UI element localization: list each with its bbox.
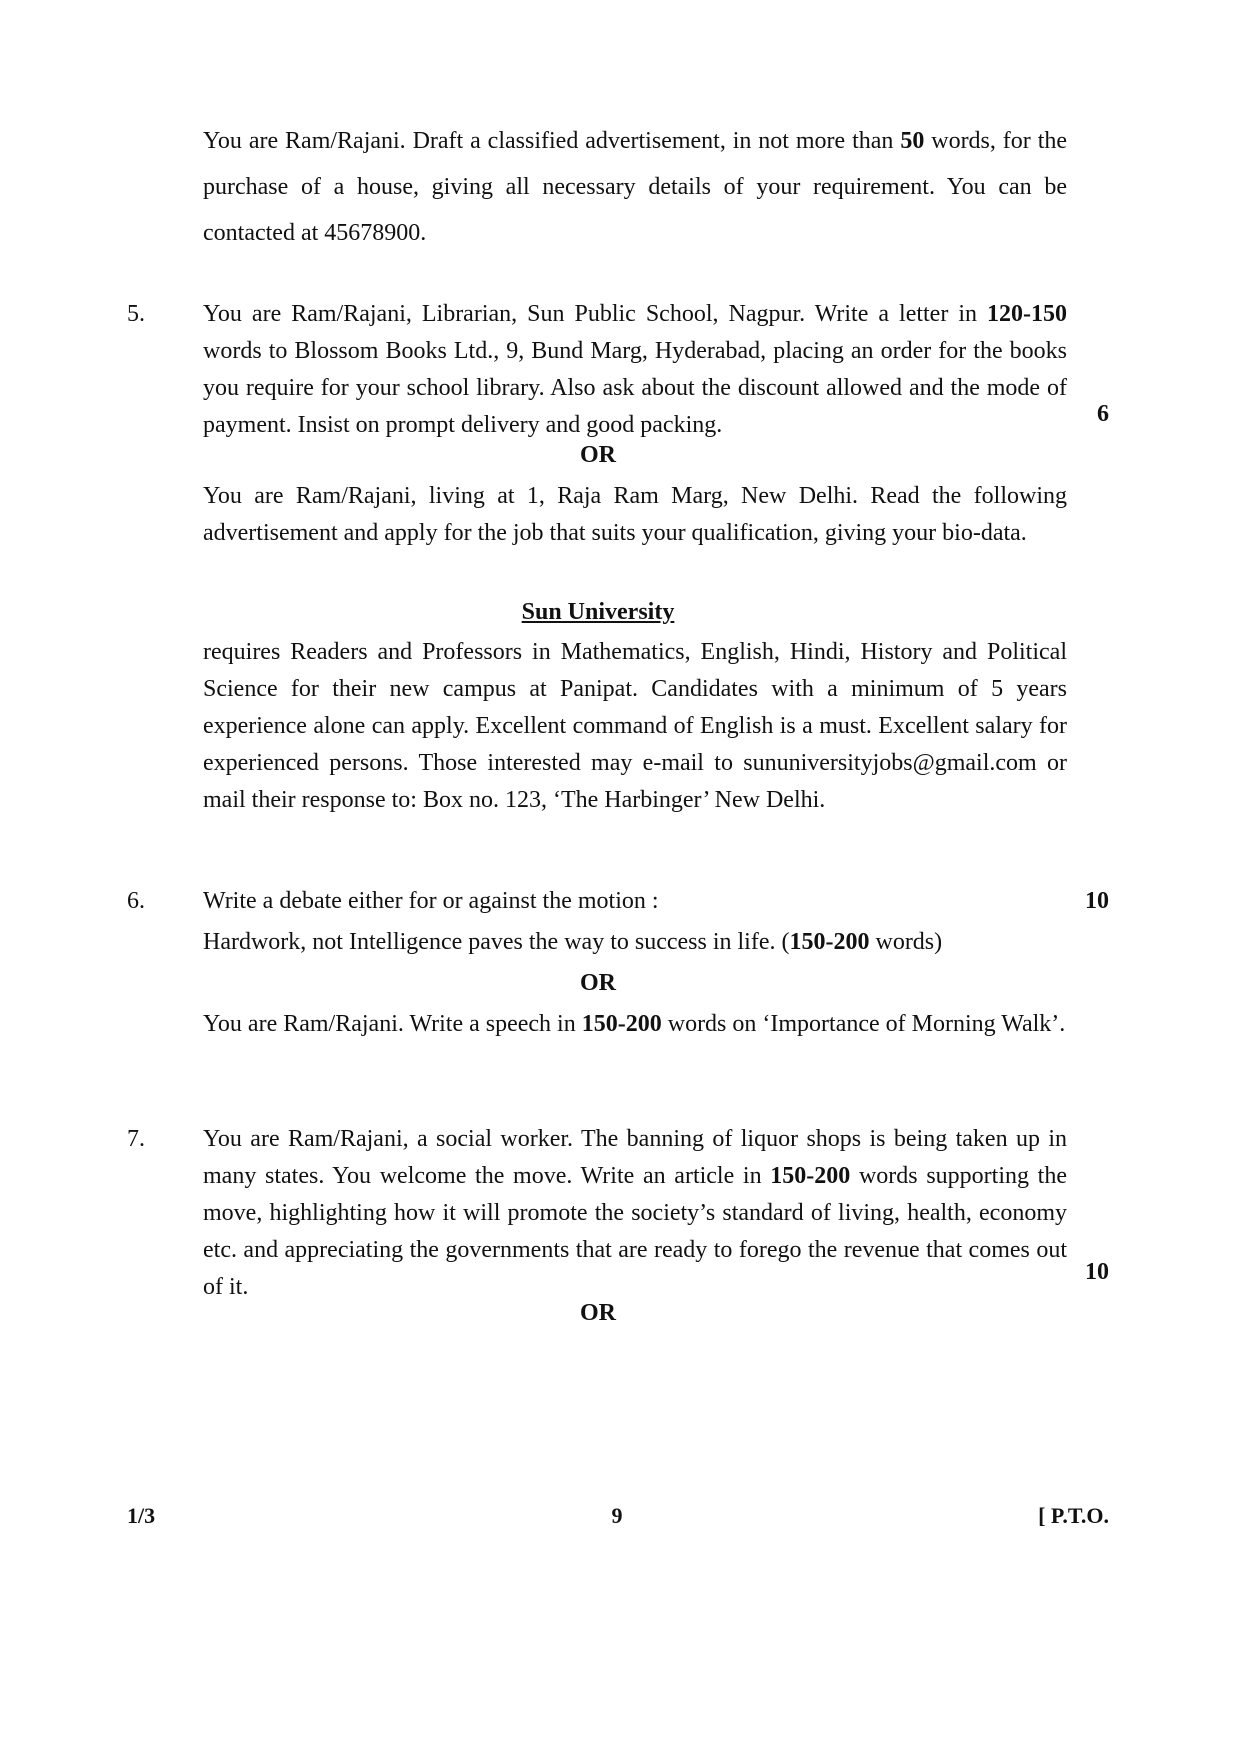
q6-motion-text-end: words) [869, 929, 943, 955]
advertisement-title: Sun University [521, 599, 675, 625]
intro-text: You are Ram/Rajani. Draft a classified advertisement, in not more than [203, 128, 901, 154]
intro-question [203, 118, 1067, 256]
question-6-marks: 10 [1085, 888, 1109, 914]
question-5-alt-text: You are Ram/Rajani, living at 1, Raja Ram Marg, New Delhi. Read the following advertisement and apply for the job that suits your qualification, giving your bio-data. [203, 483, 1067, 546]
question-7-number: 7. [127, 1126, 145, 1152]
question-5-number: 5. [127, 301, 145, 327]
question-6-motion [203, 924, 1067, 961]
question-7-or: OR [580, 1300, 616, 1326]
question-6-line1: Write a debate either for or against the motion : [203, 888, 659, 914]
q7-word-limit: 150-200 [770, 1163, 851, 1189]
q6-alt-text-b: words on ‘Importance of Morning Walk’. [661, 1011, 1066, 1037]
intro-word-limit: 50 [900, 128, 925, 154]
q5-text-b: words to Blossom Books Ltd., 9, Bund Marg, Hyderabad, placing an order for the books you require for your school library. Also ask about the discount allowed and the mode of payment. Insist on prompt delivery and good packing. [203, 338, 1067, 438]
footer-pto: [ P.T.O. [1038, 1503, 1109, 1528]
q6-motion-text: Hardwork, not Intelligence paves the way to success in life. ( [203, 929, 790, 955]
question-5-text [203, 296, 1067, 444]
question-6-alt-text [203, 1006, 1067, 1043]
q6-alt-word-limit: 150-200 [581, 1011, 662, 1037]
question-5-or: OR [580, 442, 616, 468]
q7-text-a: You are Ram/Rajani, a social worker. The banning of liquor shops is being taken up in many states. You welcome the move. Write an article in [203, 1126, 1067, 1189]
intro-text-cont: words, for the purchase of a house, giving all necessary details of your requirement. You can be contacted at 45678900. [203, 128, 1068, 246]
q6-alt-text-a: You are Ram/Rajani. Write a speech in [203, 1011, 582, 1037]
question-6-number: 6. [127, 888, 145, 914]
question-6-or: OR [580, 970, 616, 996]
q5-word-limit: 120-150 [987, 301, 1067, 327]
advertisement-body: requires Readers and Professors in Mathematics, English, Hindi, History and Political Science for their new campus at Panipat. Candidates with a minimum of 5 years experience alone can apply. Excellent command of English is a must. Excellent salary for experienced persons. Those interested may e-mail to sununiversityjobs@gmail.com or mail their response to: Box no. 123, ‘The Harbinger’ New Delhi. [203, 639, 1067, 813]
q6-word-limit: 150-200 [789, 929, 870, 955]
q7-text-b: words supporting the move, highlighting how it will promote the society’s standard of living, health, economy etc. and appreciating the governments that are ready to forego the revenue that comes out of it. [203, 1163, 1067, 1300]
question-7-marks: 10 [1085, 1259, 1109, 1285]
question-5-marks: 6 [1097, 401, 1109, 427]
footer-code: 1/3 [127, 1503, 156, 1528]
question-7-text [203, 1121, 1067, 1306]
footer-page-number: 9 [611, 1503, 623, 1528]
q5-text-a: You are Ram/Rajani, Librarian, Sun Public School, Nagpur. Write a letter in [203, 301, 987, 327]
